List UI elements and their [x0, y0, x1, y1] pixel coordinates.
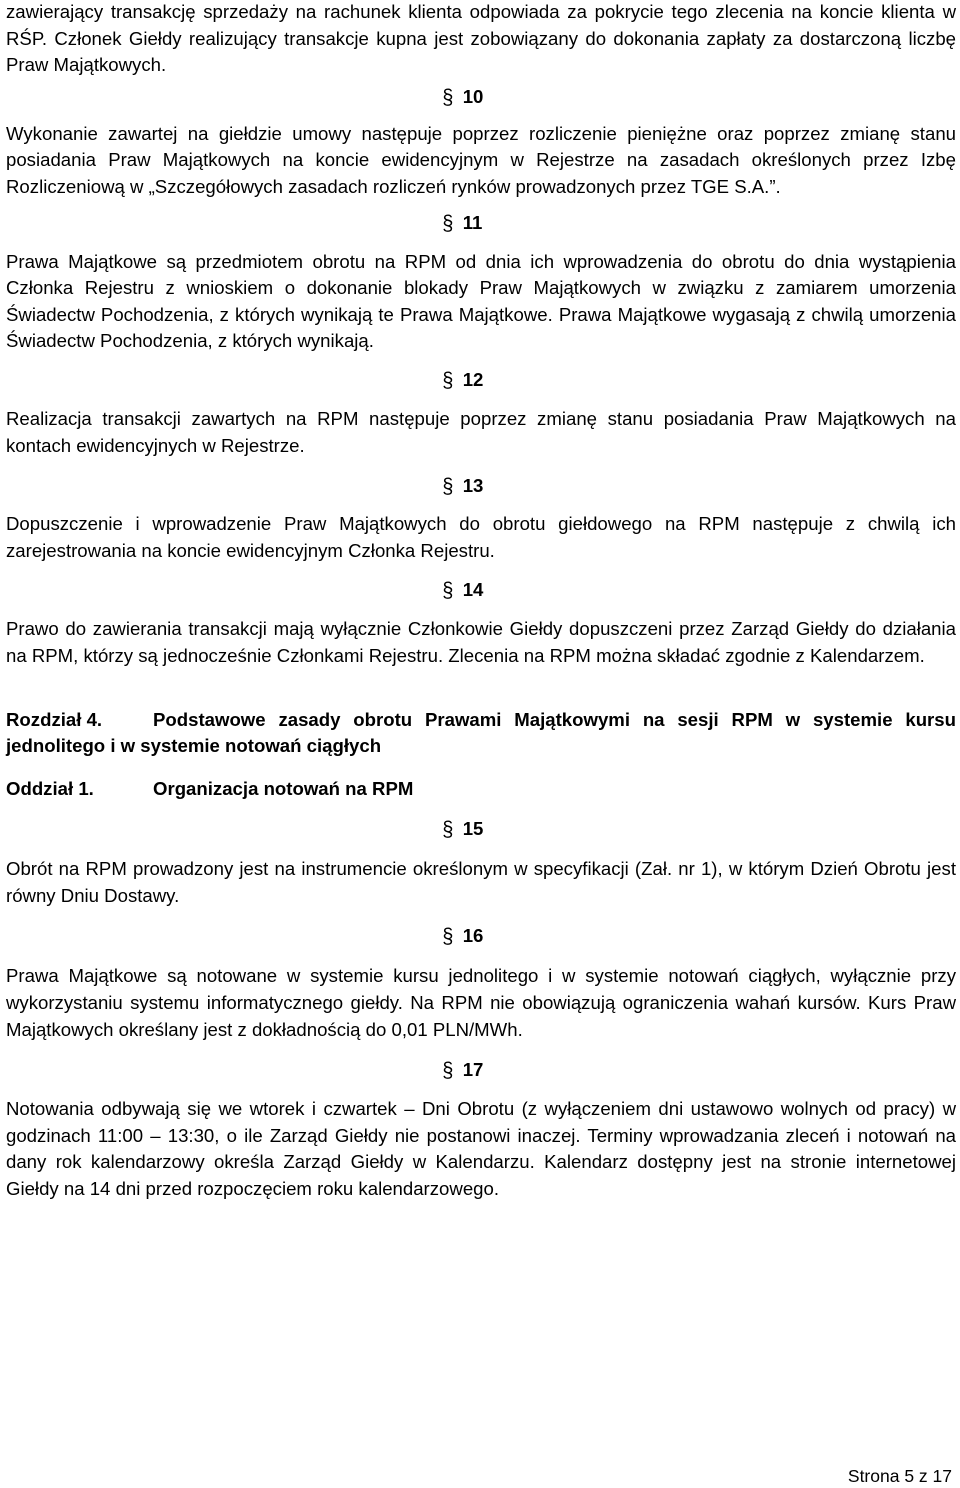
paragraph-16: Prawa Majątkowe są notowane w systemie kursu jednolitego i w systemie notowań ciągłych, wyłącznie przy wykorzystaniu systemu informatycznego giełdy. Na RPM nie obowiązują ograniczenia wahań kursów. Kurs Praw Majątkowych określany jest z dokładnością do 0,01 PLN/MWh. — [6, 965, 956, 1040]
paragraph-12: Realizacja transakcji zawartych na RPM następuje poprzez zmianę stanu posiadania Praw Majątkowych na kontach ewidencyjnych w Rejestrze. — [6, 407, 956, 456]
section-heading-15 — [6, 816, 956, 843]
section-heading-17 — [6, 1057, 956, 1084]
paragraph-intro: zawierający transakcję sprzedaży na rachunek klienta odpowiada za pokrycie tego zlecenia na koncie klienta w RŚP. Członek Giełdy realizujący transakcje kupna jest zobowiązany do dokonania zapłaty za dostarczoną liczbę Praw Majątkowych. — [6, 1, 956, 76]
section-sign-icon: § — [442, 818, 454, 842]
section-sign-icon: § — [442, 1059, 454, 1083]
section-heading-10 — [6, 84, 956, 111]
section-sign-icon: § — [442, 211, 454, 235]
section-heading-11 — [6, 210, 956, 237]
section-heading-12 — [6, 367, 956, 394]
section-sign-icon: § — [442, 475, 454, 499]
paragraph-10: Wykonanie zawartej na giełdzie umowy następuje poprzez rozliczenie pieniężne oraz poprzez zmianę stanu posiadania Praw Majątkowych na koncie ewidencyjnym w Rejestrze na zasadach określonych przez Izbę Rozliczeniową w „Szczegółowych zasadach rozliczeń rynków prowadzonych przez TGE S.A.”. — [6, 122, 956, 197]
section-number: 14 — [462, 579, 484, 601]
section-number: 17 — [462, 1059, 484, 1081]
section-heading-16 — [6, 923, 956, 950]
section-number: 12 — [462, 368, 484, 390]
chapter-heading — [6, 707, 956, 760]
section-heading-13 — [6, 473, 956, 500]
section-sign-icon: § — [442, 579, 454, 603]
paragraph-13: Dopuszczenie i wprowadzenie Praw Majątkowych do obrotu giełdowego na RPM następuje z chwilą ich zarejestrowania na koncie ewidencyjnym Członka Rejestru. — [6, 513, 956, 561]
section-number: 13 — [462, 475, 484, 497]
paragraph-14: Prawo do zawierania transakcji mają wyłącznie Członkowie Giełdy dopuszczeni przez Zarząd Giełdy do działania na RPM, którzy są jednocześnie Członkami Rejestru. Zlecenia na RPM można składać zgodnie z Kalendarzem. — [6, 618, 956, 666]
division-label: Oddział 1. — [6, 777, 94, 799]
division-title: Organizacja notowań na RPM — [153, 777, 414, 799]
section-sign-icon: § — [442, 368, 454, 392]
paragraph-15: Obrót na RPM prowadzony jest na instrumencie określonym w specyfikacji (Zał. nr 1), w którym Dzień Obrotu jest równy Dniu Dostawy. — [6, 858, 956, 906]
document-page — [6, 0, 956, 1203]
division-heading — [6, 776, 956, 803]
paragraph-17: Notowania odbywają się we wtorek i czwartek – Dni Obrotu (z wyłączeniem dni ustawowo wolnych od pracy) w godzinach 11:00 – 13:30, o ile Zarząd Giełdy nie postanowi inaczej. Terminy wprowadzania zleceń i notowań na dany rok kalendarzowy określa Zarząd Giełdy w Kalendarzu. Kalendarz dostępny jest na stronie internetowej Giełdy na 14 dni przed rozpoczęciem roku kalendarzowego. — [6, 1098, 956, 1200]
paragraph-11: Prawa Majątkowe są przedmiotem obrotu na RPM od dnia ich wprowadzenia do obrotu do dnia wystąpienia Członka Rejestru z wnioskiem o dokonanie blokady Praw Majątkowych w związku z zamiarem umorzenia Świadectw Pochodzenia, z których wynikają te Prawa Majątkowe. Prawa Majątkowe wygasają z chwilą umorzenia Świadectw Pochodzenia, z których wynikają. — [6, 250, 956, 352]
section-sign-icon: § — [442, 85, 454, 109]
chapter-title: Podstawowe zasady obrotu Prawami Majątkowymi na sesji RPM w systemie kursu jednolitego i w systemie notowań ciągłych — [6, 708, 956, 757]
section-sign-icon: § — [442, 925, 454, 949]
section-number: 11 — [462, 211, 483, 233]
section-heading-14 — [6, 577, 956, 604]
section-number: 15 — [462, 818, 484, 840]
section-number: 16 — [462, 925, 484, 947]
section-number: 10 — [462, 85, 484, 107]
chapter-label: Rozdział 4. — [6, 708, 103, 730]
page-number: Strona 5 z 17 — [847, 1466, 952, 1486]
